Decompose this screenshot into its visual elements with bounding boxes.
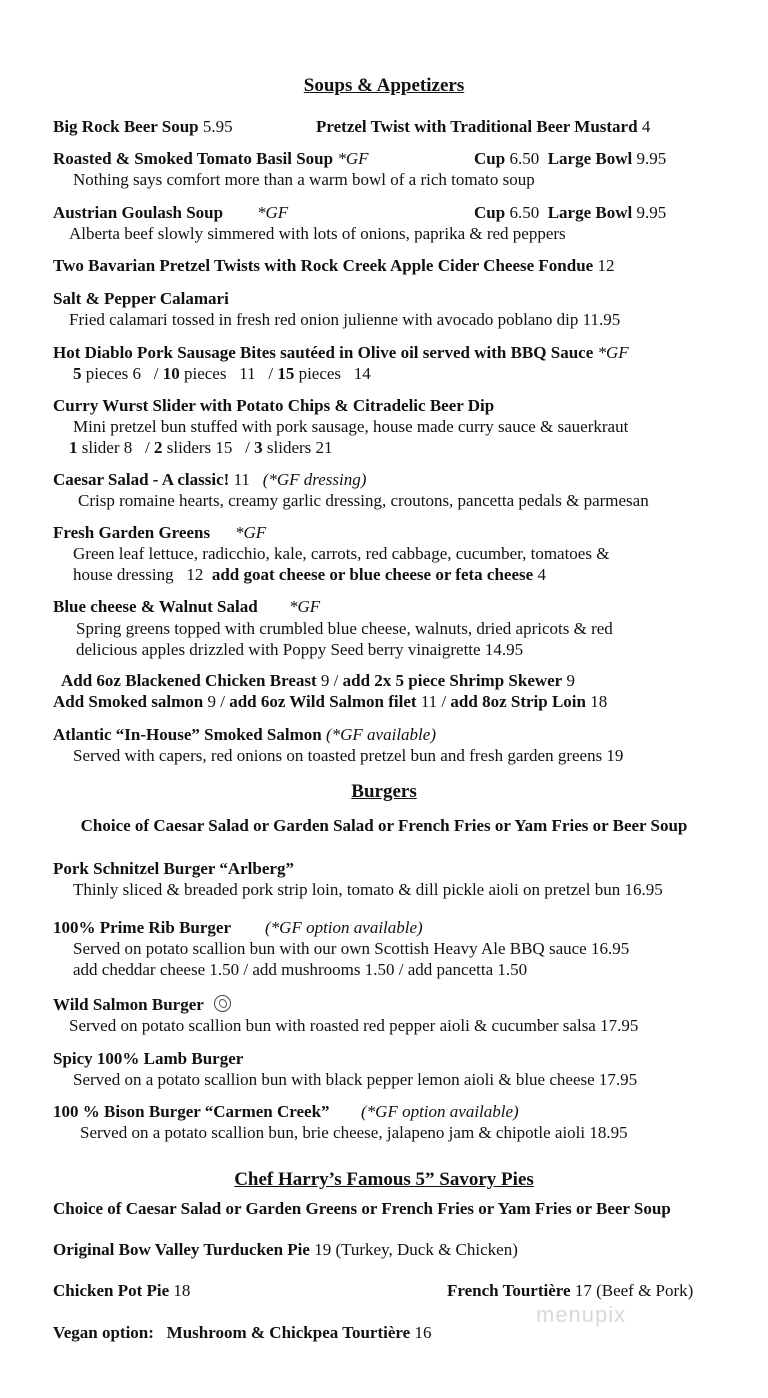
section-title-burgers: Burgers [351, 781, 417, 802]
item-addons: add cheddar cheese 1.50 / add mushrooms 1.50 / add pancetta 1.50 [73, 960, 528, 979]
gf-tag: (*GF dressing) [262, 470, 367, 489]
menu-item-garden-greens: Fresh Garden Greens [53, 523, 211, 542]
bowl-label: Large Bowl [547, 149, 633, 168]
item-price: 12 [597, 256, 615, 275]
menu-item-pretzel [316, 117, 650, 137]
menu-item-tomato-soup [53, 149, 369, 169]
gf-tag: (*GF option available) [361, 1102, 519, 1121]
item-name: Two Bavarian Pretzel Twists with Rock Creek Apple Cider Cheese Fondue [53, 256, 594, 275]
item-description: Served with capers, red onions on toasted pretzel bun and fresh garden greens 19 [73, 746, 624, 765]
item-description: Alberta beef slowly simmered with lots of onions, paprika & red peppers [69, 224, 566, 243]
bowl-label: Large Bowl [547, 203, 633, 222]
portion-price: sliders 15 [166, 438, 233, 457]
gf-tag: (*GF option available) [265, 918, 423, 937]
item-name: Caesar Salad - A classic! [53, 470, 230, 489]
qty: 2 [154, 438, 163, 457]
bowl-price: 9.95 [636, 203, 667, 222]
addon-label: add 8oz Strip Loin [450, 692, 586, 711]
ocean-wise-icon [214, 995, 231, 1012]
menu-item-goulash [53, 203, 223, 223]
item-price: 18 [173, 1281, 191, 1300]
item-name: Chicken Pot Pie [53, 1281, 170, 1300]
menu-item-calamari: Salt & Pepper Calamari [53, 289, 229, 308]
addon-price: 18 [590, 692, 608, 711]
addon-label: add goat cheese or blue cheese or feta cheese [211, 565, 534, 584]
item-price: 5.95 [202, 117, 233, 136]
item-description: house dressing 12 [73, 565, 204, 584]
menu-item-vegan-tourtiere [53, 1323, 431, 1343]
cup-price: 6.50 [509, 149, 540, 168]
item-name: Vegan option: Mushroom & Chickpea Tourtière [53, 1323, 411, 1342]
menu-item-blue-cheese-salad: Blue cheese & Walnut Salad [53, 597, 258, 616]
menu-item-diablo [53, 343, 629, 363]
pies-side-choice: Choice of Caesar Salad or Garden Greens or French Fries or Yam Fries or Beer Soup [53, 1199, 671, 1218]
item-price: 19 (Turkey, Duck & Chicken) [314, 1240, 518, 1259]
item-price: 17 (Beef & Pork) [574, 1281, 694, 1300]
tomato-prices [474, 149, 666, 169]
portion-price: pieces 14 [298, 364, 371, 383]
portion-price: sliders 21 [266, 438, 333, 457]
gf-tag: *GF [235, 523, 267, 542]
item-description: Green leaf lettuce, radicchio, kale, carrots, red cabbage, cucumber, tomatoes & [73, 544, 610, 563]
menu-item-bison-burger: 100 % Bison Burger “Carmen Creek” [53, 1102, 330, 1121]
item-description: Crisp romaine hearts, creamy garlic dressing, croutons, pancetta pedals & parmesan [78, 491, 649, 510]
gf-tag: (*GF available) [325, 725, 436, 744]
qty: 10 [162, 364, 180, 383]
qty: 1 [69, 438, 78, 457]
salad-addons-line-2 [53, 692, 607, 712]
item-description: Served on potato scallion bun with roasted red pepper aioli & cucumber salsa 17.95 [69, 1016, 639, 1035]
item-description: Served on potato scallion bun with our own Scottish Heavy Ale BBQ sauce 16.95 [73, 939, 630, 958]
item-description: delicious apples drizzled with Poppy Seed berry vinaigrette 14.95 [76, 640, 524, 659]
item-description: Fried calamari tossed in fresh red onion julienne with avocado poblano dip 11.95 [69, 310, 621, 329]
item-description: Served on a potato scallion bun, brie cheese, jalapeno jam & chipotle aioli 18.95 [80, 1123, 628, 1142]
item-price: 11 [233, 470, 250, 489]
burgers-side-choice: Choice of Caesar Salad or Garden Salad or French Fries or Yam Fries or Beer Soup [80, 816, 688, 835]
addon-price: 9 / [320, 671, 339, 690]
qty: 5 [73, 364, 82, 383]
menu-item-bavarian-pretzels [53, 256, 614, 276]
menu-item-curry-wurst: Curry Wurst Slider with Potato Chips & Citradelic Beer Dip [53, 396, 495, 415]
menu-item-caesar [53, 470, 366, 490]
section-title-pies: Chef Harry’s Famous 5” Savory Pies [234, 1169, 534, 1190]
item-price: 16 [414, 1323, 432, 1342]
curry-portions: 1 slider 8 / 2 sliders 15 / 3 sliders 21 [69, 438, 333, 457]
addon-label: Add Smoked salmon [53, 692, 204, 711]
menu-item-lamb-burger: Spicy 100% Lamb Burger [53, 1049, 244, 1068]
item-description: Mini pretzel bun stuffed with pork sausage, house made curry sauce & sauerkraut [73, 417, 629, 436]
item-name: Atlantic “In-House” Smoked Salmon [53, 725, 322, 744]
menu-item-tourtiere [447, 1281, 693, 1301]
menupix-watermark: menupix [536, 1302, 627, 1327]
addon-price: 9 [566, 671, 575, 690]
item-name: French Tourtière [447, 1281, 571, 1300]
addon-label: add 2x 5 piece Shrimp Skewer [342, 671, 563, 690]
menu-item-chicken-pot-pie [53, 1281, 190, 1301]
item-description: Spring greens topped with crumbled blue cheese, walnuts, dried apricots & red [76, 619, 613, 638]
addon-price: 4 [537, 565, 546, 584]
portion-price: slider 8 [81, 438, 133, 457]
item-name: Austrian Goulash Soup [53, 203, 224, 222]
gf-tag: *GF [597, 343, 629, 362]
goulash-prices [474, 203, 666, 223]
addon-label: add 6oz Wild Salmon filet [229, 692, 417, 711]
item-description: Nothing says comfort more than a warm bowl of a rich tomato soup [73, 170, 535, 189]
qty: 15 [277, 364, 295, 383]
gf-tag: *GF [257, 203, 289, 222]
cup-label: Cup [474, 203, 506, 222]
portion-price: pieces 11 [183, 364, 256, 383]
salad-addons-line-1 [61, 671, 575, 691]
item-description: Thinly sliced & breaded pork strip loin, tomato & dill pickle aioli on pretzel bun 16.95 [73, 880, 663, 899]
diablo-portions: 5 pieces 6 / 10 pieces 11 / 15 pieces 14 [73, 364, 371, 383]
item-name: Big Rock Beer Soup [53, 117, 199, 136]
addon-label: Add 6oz Blackened Chicken Breast [61, 671, 317, 690]
greens-price-line [73, 565, 546, 585]
portion-price: pieces 6 [85, 364, 141, 383]
gf-tag: *GF [337, 149, 369, 168]
menu-item-smoked-salmon [53, 725, 436, 745]
gf-tag: *GF [289, 597, 321, 616]
qty: 3 [254, 438, 263, 457]
menu-item-turducken-pie [53, 1240, 518, 1260]
menu-item-wild-salmon-burger [53, 995, 231, 1015]
addon-price: 9 / [207, 692, 225, 711]
item-description: Served on a potato scallion bun with black pepper lemon aioli & blue cheese 17.95 [73, 1070, 638, 1089]
section-title-soups: Soups & Appetizers [303, 75, 465, 96]
item-price: 4 [641, 117, 651, 136]
menu-item-prime-rib-burger: 100% Prime Rib Burger [53, 918, 231, 937]
item-name: Hot Diablo Pork Sausage Bites sautéed in Olive oil served with BBQ Sauce [53, 343, 594, 362]
cup-price: 6.50 [509, 203, 540, 222]
menu-item-schnitzel-burger: Pork Schnitzel Burger “Arlberg” [53, 859, 294, 878]
menu-item-beer-soup [53, 117, 233, 137]
addon-price: 11 / [420, 692, 447, 711]
item-name: Roasted & Smoked Tomato Basil Soup [53, 149, 334, 168]
bowl-price: 9.95 [636, 149, 667, 168]
item-name: Wild Salmon Burger [53, 995, 204, 1014]
cup-label: Cup [474, 149, 506, 168]
item-name: Pretzel Twist with Traditional Beer Mustard [316, 117, 638, 136]
item-name: Original Bow Valley Turducken Pie [53, 1240, 310, 1259]
